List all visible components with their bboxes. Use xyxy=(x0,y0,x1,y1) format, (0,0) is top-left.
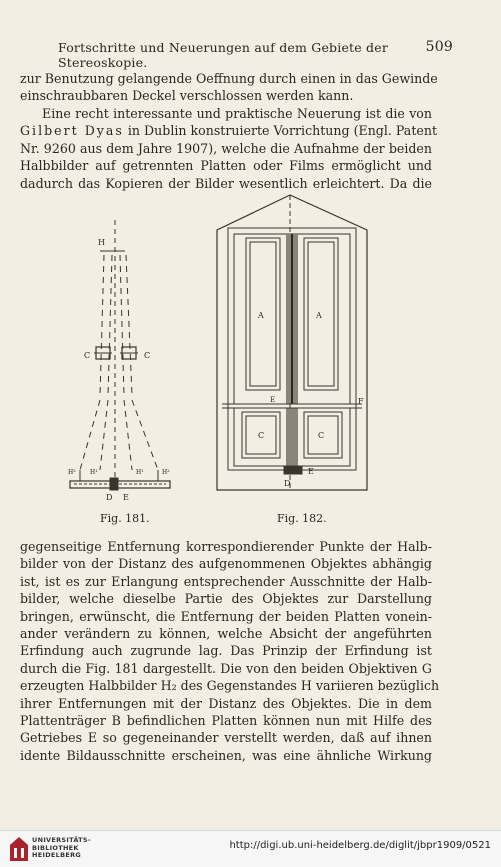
fig181-label-h: H xyxy=(98,238,105,247)
paragraph-1 xyxy=(20,70,438,105)
fig181-label-d: D xyxy=(106,493,113,502)
inventor-name: Gilbert Dyas xyxy=(20,123,124,139)
page-number: 509 xyxy=(425,39,453,55)
fig182-label-d: D xyxy=(284,479,291,488)
fig181-label-c-right: C xyxy=(144,351,151,360)
fig181-label-e: E xyxy=(123,493,129,502)
fig182-label-a-right: A xyxy=(316,311,322,320)
fig181-label-h1-right: H¹ xyxy=(136,469,144,476)
fig182-label-a-left: A xyxy=(258,311,264,320)
figure-182-caption: Fig. 182. xyxy=(277,512,327,525)
fig182-label-e-bottom: E xyxy=(308,467,314,476)
running-title: Fortschritte und Neuerungen auf dem Gebiete der Stereoskopie. xyxy=(58,40,389,70)
text-line: ist, ist es zur Erlangung entsprechender Ausschnitte der Halb- xyxy=(20,573,432,589)
paragraph-3 xyxy=(20,538,440,764)
fig182-label-c-left: C xyxy=(258,431,265,440)
text-line: bringen, erwünscht, die Entfernung der beiden Platten vonein- xyxy=(20,608,432,624)
running-header xyxy=(58,40,453,70)
text-line: Erfindung auch zugrunde lag. Das Prinzip der Erfindung ist xyxy=(20,643,432,659)
text-line: erzeugten Halbbilder H₂ des Gegenstandes H variieren bezüglich xyxy=(20,678,440,694)
text-line: Plattenträger B befindlichen Platten können nun mit Hilfe des xyxy=(20,713,432,729)
fig182-label-f: F xyxy=(358,397,364,406)
text-line: gegenseitige Entfernung korrespondierender Punkte der Halb- xyxy=(20,539,432,554)
text-line: Getriebes E so gegeneinander verstellt werden, daß auf ihnen xyxy=(20,730,432,746)
fig181-label-h1-left: H¹ xyxy=(90,469,98,476)
text-line: dadurch das Kopieren der Bilder wesentlich erleichtert. Da die xyxy=(20,175,432,191)
fig182-label-c-right: C xyxy=(318,431,325,440)
permalink-url[interactable]: http://digi.ub.uni-heidelberg.de/diglit/jbpr1909/0521 xyxy=(229,840,491,851)
fig181-label-h2-right: H² xyxy=(162,469,170,476)
text-line: ihrer Entfernungen mit der Distanz des Objektes. Die in dem xyxy=(20,695,432,711)
library-name: UNIVERSITÄTS- BIBLIOTHEK HEIDELBERG xyxy=(32,836,91,859)
text-line: einschraubbaren Deckel verschlossen werden kann. xyxy=(20,88,354,104)
text-line: bilder von der Distanz des aufgenommenen Objektes abhängig xyxy=(20,556,432,572)
viewer-footer xyxy=(0,830,501,867)
text-line: Halbbilder auf getrennten Platten oder Films ermöglicht und xyxy=(20,158,432,174)
figure-181-diagram xyxy=(60,215,180,505)
text-line: durch die Fig. 181 dargestellt. Die von den beiden Objektiven G xyxy=(20,660,432,676)
figure-182-diagram xyxy=(212,190,372,500)
fig182-label-e-top: E xyxy=(270,396,276,404)
text-line: ander verändern zu können, welche Absicht der angeführten xyxy=(20,626,432,642)
text-line: Nr. 9260 aus dem Jahre 1907), welche die Aufnahme der beiden xyxy=(20,140,432,156)
fig181-label-c-left: C xyxy=(84,351,91,360)
text-line: zur Benutzung gelangende Oeffnung durch einen in das Gewinde xyxy=(20,71,438,86)
paragraph-2 xyxy=(20,105,438,192)
text-line: Gilbert Dyas in Dublin konstruierte Vorrichtung (Engl. Patent xyxy=(20,123,438,139)
text-line: Eine recht interessante und praktische Neuerung ist die von xyxy=(42,106,432,121)
fig181-label-h2-left: H² xyxy=(68,469,76,476)
university-library-logo-icon xyxy=(8,835,30,863)
figure-181-caption: Fig. 181. xyxy=(100,512,150,525)
text-line: bilder, welche dieselbe Partie des Objektes zur Darstellung xyxy=(20,591,432,607)
text-line: idente Bildausschnitte erscheinen, was eine ähnliche Wirkung xyxy=(20,747,432,763)
